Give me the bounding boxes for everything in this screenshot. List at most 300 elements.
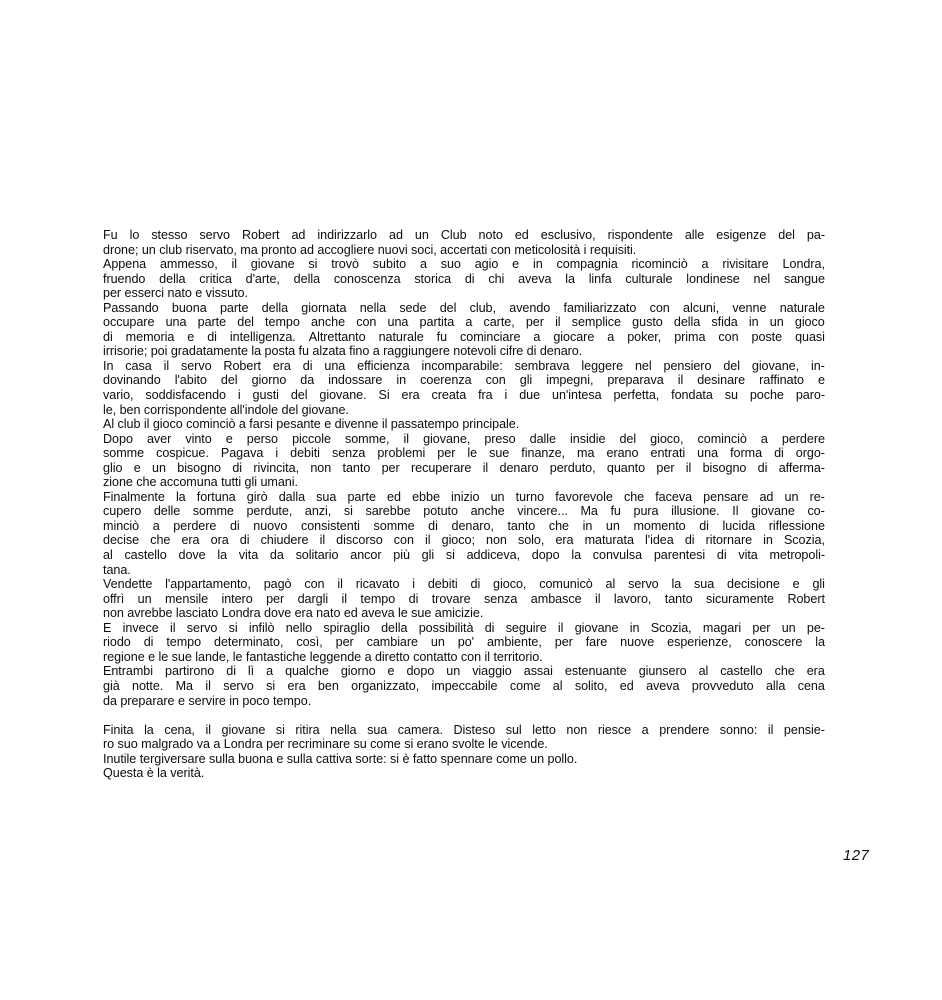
text-word: che — [548, 518, 569, 533]
text-word: dalle — [529, 431, 556, 446]
text-word: un — [137, 591, 152, 606]
text-word: bisogno — [177, 460, 221, 475]
text-word: inizio — [451, 489, 480, 504]
text-word: si — [228, 620, 238, 635]
text-word: riflessione — [768, 518, 825, 533]
text-line — [103, 679, 825, 694]
text-word: offrì — [103, 591, 125, 606]
text-line: zione che accomuna tutti gli umani. — [103, 475, 298, 490]
text-word: la — [175, 489, 186, 504]
text-word: soddisfacendo — [145, 388, 226, 403]
text-word: un — [446, 664, 461, 679]
text-word: favorevole — [555, 489, 613, 504]
text-word: minciò — [103, 518, 140, 533]
text-word: Si — [378, 388, 390, 403]
text-word: riesce — [597, 722, 632, 737]
text-word: debiti — [427, 577, 458, 592]
text-word: un — [430, 635, 445, 650]
text-word: agio — [474, 257, 499, 272]
text-word: determinato, — [214, 635, 284, 650]
text-word: fu — [610, 504, 621, 519]
text-word: in — [532, 257, 543, 272]
text-word: incomparabile: — [421, 358, 503, 373]
text-word: nella — [330, 722, 357, 737]
text-word: ancor — [350, 548, 382, 563]
text-word: dopo — [406, 664, 435, 679]
text-word: di — [470, 577, 481, 592]
text-word: pensare — [703, 489, 749, 504]
text-line — [103, 635, 825, 650]
text-word: di — [103, 329, 113, 344]
text-word: quanto — [606, 460, 646, 475]
text-word: era — [555, 533, 574, 548]
text-word: si — [266, 678, 276, 693]
text-word: conoscenza — [333, 271, 401, 286]
text-word: il — [482, 460, 489, 475]
text-word: dopo — [531, 548, 560, 563]
text-line — [103, 664, 825, 679]
text-word: per — [656, 460, 675, 475]
text-word: di — [464, 271, 475, 286]
text-word: Il — [732, 504, 739, 519]
text-word: stesso — [151, 228, 188, 242]
text-word: di — [239, 533, 250, 548]
text-word: preparava — [607, 373, 664, 388]
text-word: nel — [634, 358, 652, 373]
text-word: di — [207, 329, 217, 344]
text-word: della — [381, 620, 408, 635]
text-word: alla — [765, 678, 786, 693]
text-word: solito, — [574, 678, 608, 693]
text-word: poste — [751, 329, 783, 344]
text-word: ad — [388, 228, 403, 242]
text-word: anzi, — [304, 504, 332, 519]
text-word: e — [387, 664, 395, 679]
text-word: cupero — [103, 504, 142, 519]
text-word: per — [525, 315, 544, 330]
text-word: noto — [478, 228, 503, 242]
text-word: una — [165, 315, 187, 330]
text-word: ad — [291, 228, 306, 242]
text-word: vita — [238, 548, 259, 563]
text-word: perdere — [173, 518, 217, 533]
text-word: in- — [810, 358, 825, 373]
text-word: da — [300, 373, 315, 388]
text-word: mensile — [164, 591, 209, 606]
text-word: chi — [488, 271, 505, 286]
text-word: rivisitare — [722, 257, 769, 272]
text-word: fare — [585, 635, 608, 650]
text-word: esigenze — [716, 228, 767, 242]
text-word: era — [287, 678, 306, 693]
text-word: suo — [440, 257, 461, 272]
text-word: ricominciò — [631, 257, 688, 272]
text-word: insidie — [570, 431, 606, 446]
text-word: tanto — [342, 460, 371, 475]
text-word: discorso — [336, 533, 383, 548]
text-word: di — [699, 518, 709, 533]
text-word: un — [781, 620, 796, 635]
text-word: esclusivo, — [540, 228, 596, 242]
text-word: anche — [310, 315, 346, 330]
text-word: Appena — [103, 257, 147, 272]
text-word: somme, — [344, 431, 390, 446]
text-word: giorno — [251, 373, 287, 388]
text-line — [103, 432, 825, 447]
text-line — [103, 330, 825, 345]
text-word: giovane — [751, 504, 795, 519]
text-word: due — [519, 388, 541, 403]
text-word: Vendette — [103, 577, 153, 592]
text-word: Dopo — [103, 431, 133, 446]
text-word: semplice — [571, 315, 622, 330]
text-word: Robert — [223, 358, 261, 373]
text-word: invece — [122, 620, 159, 635]
text-word: al — [103, 548, 113, 563]
text-word: fortuna — [196, 489, 236, 504]
text-word: i — [504, 388, 508, 403]
text-word: di — [757, 460, 768, 475]
text-line — [103, 461, 825, 476]
text-word: i — [412, 577, 415, 592]
text-line: irrisorie; poi gradatamente la posta fu alzata fino a raggiungere notevoli cifre di denaro. — [103, 344, 583, 359]
text-word: subito — [372, 257, 407, 272]
text-word: del — [237, 315, 254, 330]
text-word: somme — [192, 504, 234, 519]
text-word: problemi — [377, 446, 426, 461]
text-word: naturale — [378, 329, 424, 344]
text-word: a — [266, 664, 274, 679]
text-word: con — [356, 315, 377, 330]
text-word: in — [748, 315, 759, 330]
text-word: sembrava — [514, 358, 570, 373]
text-word: girò — [246, 489, 268, 504]
text-word: e — [187, 329, 195, 344]
text-word: storica — [414, 271, 452, 286]
text-word: giunsero — [638, 664, 687, 679]
text-word: sangue — [783, 271, 825, 286]
text-word: senza — [484, 591, 518, 606]
text-word: co- — [807, 504, 825, 519]
text-word: intelligenza. — [229, 329, 296, 344]
text-word: prendere — [659, 722, 710, 737]
text-word: cominciò — [697, 431, 747, 446]
text-word: Robert — [787, 591, 825, 606]
text-word: rivincita, — [253, 460, 300, 475]
text-word: delle — [153, 504, 181, 519]
text-word: coerenza — [420, 373, 472, 388]
text-line: Al club il gioco cominciò a farsi pesante e divenne il passatempo principale. — [103, 417, 520, 432]
text-word: Ma — [175, 678, 193, 693]
text-line — [103, 272, 825, 287]
text-word: giovane — [574, 620, 619, 635]
text-line — [103, 519, 825, 534]
text-word: pensie- — [783, 722, 825, 737]
text-word: la — [571, 548, 582, 563]
text-word: la — [217, 548, 228, 563]
text-word: orgo- — [795, 446, 825, 461]
text-word: sul — [505, 722, 522, 737]
text-word: non — [486, 533, 507, 548]
text-word: tempo — [166, 635, 202, 650]
text-word: il — [205, 722, 211, 737]
text-line: Inutile tergiversare sulla buona e sulla cattiva sorte: si è fatto spennare come un pollo. — [103, 751, 578, 766]
text-word: la — [815, 635, 825, 650]
text-word: le — [467, 446, 478, 461]
text-word: il — [594, 591, 601, 606]
text-word: gusto — [632, 315, 663, 330]
text-word: conoscere — [744, 635, 803, 650]
text-word: pa- — [806, 228, 825, 242]
text-word: somme — [103, 446, 145, 461]
text-word: debiti — [290, 446, 320, 461]
text-word: sua — [367, 722, 388, 737]
text-word: di — [684, 533, 695, 548]
text-line — [103, 315, 825, 330]
text-word: casa — [125, 358, 152, 373]
text-word: i — [275, 446, 279, 461]
text-word: Finalmente — [103, 489, 165, 504]
text-word: naturale — [779, 300, 825, 315]
text-word: nello — [285, 620, 313, 635]
text-word: esperienze, — [667, 635, 732, 650]
text-word: letto — [532, 722, 556, 737]
page-number: 127 — [843, 847, 870, 864]
text-word: da — [269, 548, 284, 563]
text-word: spiraglio — [323, 620, 370, 635]
text-word: gioco, — [493, 577, 527, 592]
text-line: regione e le sue lande, le fantastiche leggende a diretto contatto con il territorio. — [103, 649, 543, 664]
text-word: familiarizzato — [563, 300, 637, 315]
text-word: e — [225, 431, 233, 446]
text-word: nel — [753, 271, 771, 286]
text-word: Fu — [103, 228, 118, 242]
text-word: la — [565, 271, 575, 286]
text-line: tana. — [103, 562, 131, 577]
text-word: fruendo — [103, 271, 146, 286]
text-word: e — [792, 577, 800, 592]
text-word: una — [387, 315, 409, 330]
text-word: perso — [246, 431, 279, 446]
text-word: cena — [797, 678, 825, 693]
text-word: castello — [720, 664, 763, 679]
text-word: comunicò — [539, 577, 593, 592]
text-word: ed — [387, 489, 401, 504]
text-word: il — [677, 373, 684, 388]
text-word: vita — [738, 548, 758, 563]
text-word: giornata — [301, 300, 347, 315]
text-word: in — [396, 373, 407, 388]
text-word: in — [582, 518, 593, 533]
text-word: per — [752, 620, 771, 635]
text-word: qualche — [285, 664, 329, 679]
text-word: al — [552, 678, 563, 693]
text-word: rispondente — [607, 228, 673, 242]
text-word: giovane — [221, 722, 266, 737]
text-word: della — [293, 271, 321, 286]
text-word: di — [232, 460, 243, 475]
text-line — [103, 577, 825, 592]
text-word: si — [343, 504, 353, 519]
text-word: Scozia, — [783, 533, 825, 548]
text-word: dalla — [278, 489, 306, 504]
text-word: Entrambi — [103, 664, 153, 679]
text-word: Londra, — [782, 257, 825, 272]
text-word: la — [671, 577, 682, 592]
text-word: più — [393, 548, 410, 563]
text-word: forma — [730, 446, 763, 461]
text-word: gli — [421, 548, 435, 563]
text-word: a — [641, 722, 649, 737]
text-word: Robert — [241, 228, 280, 242]
text-word: cospicue. — [156, 446, 209, 461]
text-word: denaro — [499, 460, 539, 475]
text-word: re- — [809, 489, 825, 504]
text-word: pagò — [263, 577, 292, 592]
text-line — [103, 228, 825, 243]
text-word: estenuante — [564, 664, 627, 679]
text-word: dove — [178, 548, 206, 563]
text-word: l'idea — [645, 533, 674, 548]
text-word: intero — [221, 591, 253, 606]
text-word: il — [767, 722, 774, 737]
text-word: in — [629, 620, 640, 635]
text-word: Scozia, — [650, 620, 692, 635]
text-word: tanto — [664, 591, 693, 606]
text-line: Questa è la verità. — [103, 766, 205, 781]
text-word: servo — [180, 358, 212, 373]
text-word: solo, — [517, 533, 545, 548]
text-word: una — [324, 358, 346, 373]
text-word: pura — [633, 504, 659, 519]
text-word: ad — [759, 489, 774, 504]
text-word: addiceva, — [466, 548, 521, 563]
text-word: Ma — [580, 504, 598, 519]
text-word: era — [401, 388, 420, 403]
text-line — [103, 723, 825, 738]
text-word: senza — [331, 446, 366, 461]
text-word: del — [619, 431, 637, 446]
text-word: avendo — [509, 300, 551, 315]
text-word: giocare — [553, 329, 595, 344]
text-word: decise — [103, 533, 140, 548]
text-word: un — [769, 315, 784, 330]
text-word: desinare — [697, 373, 746, 388]
text-word: il — [337, 577, 343, 592]
text-word: fu — [436, 329, 448, 344]
text-line: drone; un club riservato, ma pronto ad accogliere nuovi soci, accertati con meticolosità i requisiti. — [103, 242, 637, 257]
text-word: pensiero — [663, 358, 712, 373]
text-word: poche — [749, 388, 784, 403]
text-word: solitario — [295, 548, 339, 563]
text-word: ed — [619, 678, 634, 693]
text-line — [103, 359, 825, 374]
text-word: Disteso — [453, 722, 496, 737]
text-line — [103, 446, 825, 461]
text-word: un — [152, 460, 166, 475]
text-word: nella — [359, 300, 387, 315]
text-line — [103, 388, 825, 403]
text-word: assai — [523, 664, 553, 679]
text-word: a — [152, 518, 160, 533]
text-word: Altrettanto — [308, 329, 366, 344]
text-word: gioco, — [650, 431, 684, 446]
text-word: il — [205, 678, 211, 693]
text-word: lucida — [722, 518, 756, 533]
text-word: a — [607, 329, 615, 344]
text-word: parentesi — [653, 548, 706, 563]
text-word: dargli — [297, 591, 329, 606]
text-word: poker, — [627, 329, 662, 344]
text-word: ambasce — [530, 591, 582, 606]
text-word: a — [465, 315, 473, 330]
text-word: ambiente, — [486, 635, 542, 650]
text-word: turno — [515, 489, 545, 504]
text-word: prima — [674, 329, 706, 344]
text-word: erano — [606, 446, 639, 461]
text-word: giovane — [250, 257, 295, 272]
text-word: leggere — [581, 358, 624, 373]
text-word: per — [335, 635, 354, 650]
text-word: della — [673, 315, 701, 330]
page-body-text — [103, 228, 825, 781]
text-word: gusti — [252, 388, 279, 403]
text-word: linfa — [588, 271, 612, 286]
text-word: partirono — [164, 664, 215, 679]
text-line: non avrebbe lasciato Londra dove era nato ed aveva le sue amicizie. — [103, 606, 484, 621]
text-line — [103, 548, 825, 563]
text-word: per — [554, 635, 573, 650]
text-word: alcuni, — [683, 300, 720, 315]
text-word: magari — [702, 620, 742, 635]
text-word: al — [605, 577, 616, 592]
text-word: il — [555, 315, 561, 330]
text-word: illusione. — [671, 504, 720, 519]
text-word: del — [439, 300, 457, 315]
text-line — [103, 621, 825, 636]
text-word: sonno: — [719, 722, 758, 737]
text-word: il — [170, 620, 176, 635]
text-word: di — [774, 446, 784, 461]
text-word: decisione — [727, 577, 780, 592]
text-word: sua — [694, 577, 715, 592]
text-word: ritira — [295, 722, 320, 737]
text-word: gioco; — [441, 533, 475, 548]
text-word: pe- — [806, 620, 825, 635]
text-word: ed — [514, 228, 529, 242]
text-word: perduto, — [549, 460, 596, 475]
text-word: cena, — [164, 722, 195, 737]
text-word: club, — [469, 300, 496, 315]
text-word: gli — [812, 577, 825, 592]
text-word: preso — [484, 431, 516, 446]
text-word: di — [716, 548, 727, 563]
text-word: del — [290, 388, 308, 403]
text-word: tempo — [265, 315, 300, 330]
text-word: organizzato, — [351, 678, 420, 693]
text-word: dovinando — [103, 373, 161, 388]
text-word: era — [181, 533, 200, 548]
text-word: metropoli- — [769, 548, 825, 563]
text-word: In — [103, 358, 114, 373]
text-word: venne — [732, 300, 767, 315]
text-word: trovare — [431, 591, 471, 606]
text-word: consistenti — [300, 518, 360, 533]
text-word: impeccabile — [431, 678, 498, 693]
text-word: lì — [247, 664, 255, 679]
text-word: partita — [419, 315, 455, 330]
text-word: vinto — [185, 431, 212, 446]
